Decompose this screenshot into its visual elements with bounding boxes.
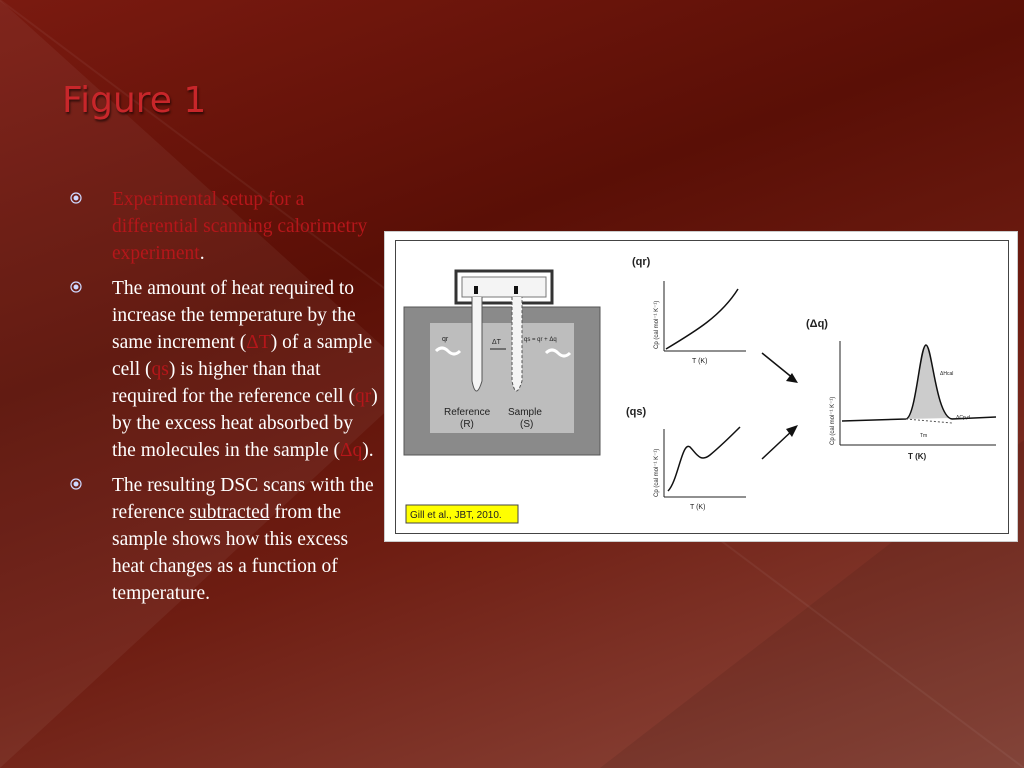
qs-xlabel: T (K) (690, 504, 706, 511)
arrows (762, 353, 798, 459)
sample-sub-label: (S) (520, 419, 534, 430)
bullet-text-segment: ΔT (246, 332, 271, 353)
qr-ylabel: Cp (cal mol⁻¹ K⁻¹) (654, 300, 660, 349)
qs-ylabel: Cp (cal mol⁻¹ K⁻¹) (654, 448, 660, 497)
qs-equation-label: qs = qr + Δq (524, 337, 557, 343)
bullet-text-segment: ) is higher than that required for the reference cell ( (112, 359, 356, 407)
qr-apparatus-label: qr (442, 336, 449, 343)
bullet-text-segment: qs (151, 359, 169, 380)
bullet-text-segment: from the sample shows how this excess heat changes as a function of temperature. (112, 502, 349, 604)
dsc-figure (384, 231, 1018, 542)
tm-label: Tm (920, 433, 928, 439)
qr-plot (632, 256, 746, 365)
bullet-text-segment: ) of a sample cell ( (112, 332, 372, 380)
bullet-text-segment: . (199, 243, 205, 264)
dh-label: ΔHcal (940, 371, 954, 377)
dq-xlabel: T (K) (908, 452, 927, 461)
citation (406, 505, 518, 523)
bullet-list (70, 186, 380, 615)
bullet-circle-icon (70, 281, 82, 293)
bullet-text-segment: Experimental setup for a differential scanning calorimetry experiment (112, 189, 368, 264)
bullet-text-segment: ) by the excess heat absorbed by the molecules in the sample ( (112, 386, 378, 461)
bullet-text-segment: Δq (339, 440, 363, 461)
bullet-text-segment: subtracted (189, 502, 270, 523)
dq-ylabel: Cp (cal mol⁻¹ K⁻¹) (830, 396, 836, 445)
qs-plot (626, 406, 746, 511)
bullet-text-segment: qr (355, 386, 372, 407)
qs-plot-label: (qs) (626, 406, 647, 418)
slide-title: Figure 1 (62, 80, 207, 121)
reference-sub-label: (R) (460, 419, 474, 430)
reference-label: Reference (444, 407, 491, 418)
dcp-label: ΔCp,d (956, 415, 970, 421)
sample-label: Sample (508, 407, 542, 418)
qr-xlabel: T (K) (692, 358, 708, 365)
dq-plot (806, 318, 996, 461)
bullet-item (70, 472, 380, 607)
bullet-circle-icon (70, 478, 82, 490)
dq-plot-label: (Δq) (806, 318, 828, 330)
calorimeter-apparatus (404, 271, 600, 455)
figure-frame (395, 240, 1009, 534)
citation-text: Gill et al., JBT, 2010. (410, 510, 502, 521)
bullet-item (70, 275, 380, 464)
dsc-diagram (396, 241, 1008, 533)
dt-label: ΔT (492, 339, 501, 346)
bullet-text-segment: ). (362, 440, 374, 461)
bullet-circle-icon (70, 192, 82, 204)
bullet-text-segment: The resulting DSC scans with the reference (112, 475, 374, 523)
bullet-item (70, 186, 380, 267)
qr-plot-label: (qr) (632, 256, 651, 268)
bullet-text-segment: The amount of heat required to increase the temperature by the same increment ( (112, 278, 356, 353)
